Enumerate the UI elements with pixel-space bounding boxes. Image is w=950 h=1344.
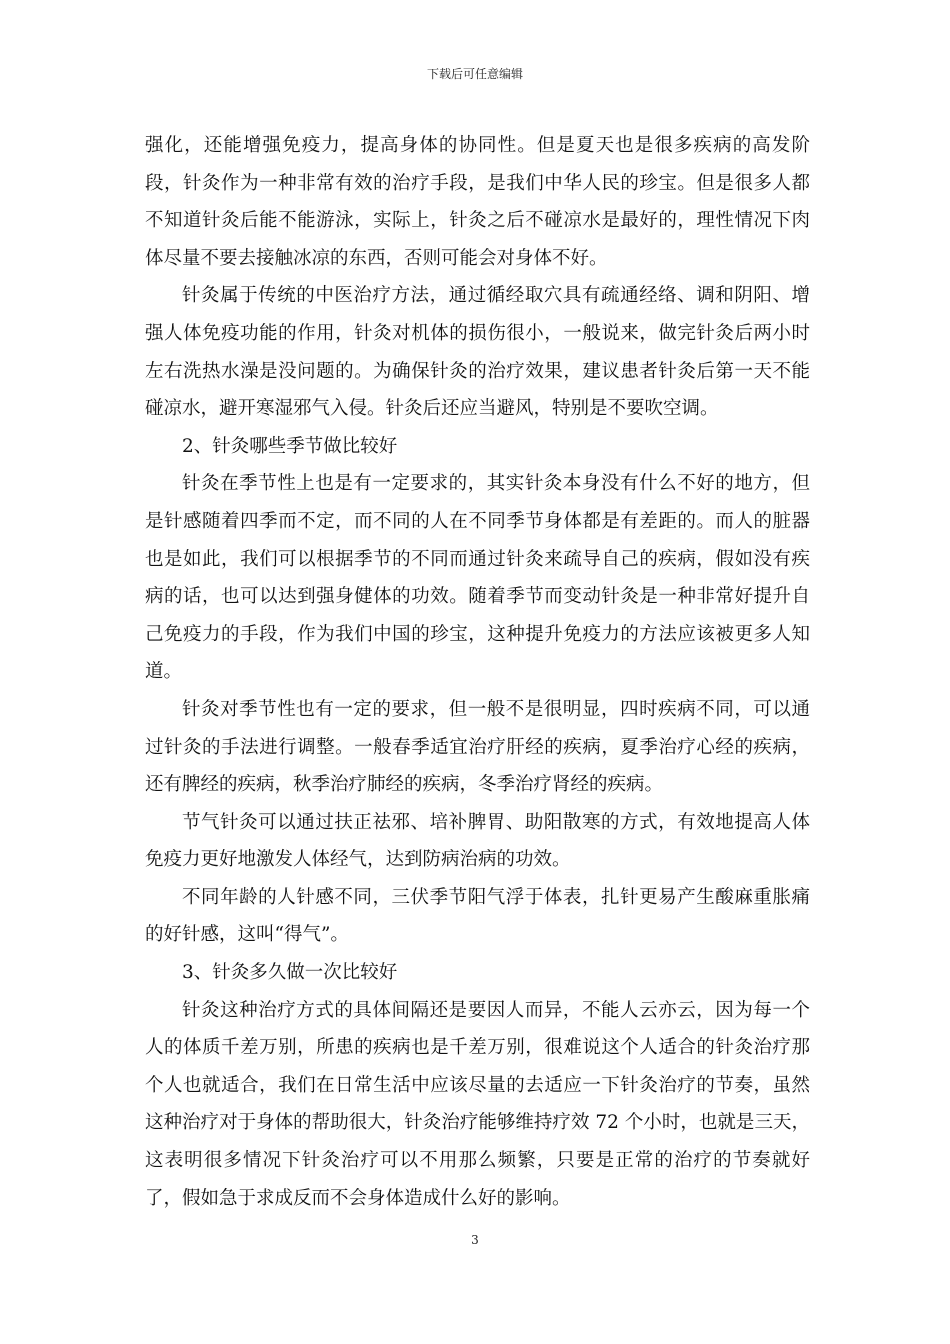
section-heading: 3、针灸多久做一次比较好	[182, 962, 398, 984]
page-number: 3	[471, 1233, 479, 1247]
paragraph: 针灸对季节性也有一定的要求，但一般不是很明显，四时疾病不同，可以通过针灸的手法进行调整。一般春季适宜治疗肝经的疾病，夏季治疗心经的疾病，还有脾经的疾病，秋季治疗肺经的疾病，冬季治疗肾经的疾病。	[145, 698, 810, 796]
paragraph-continued: 强化，还能增强免疫力，提高身体的协同性。但是夏天也是很多疾病的高发阶段，针灸作为一种非常有效的治疗手段，是我们中华人民的珍宝。但是很多人都不知道针灸后能不能游泳，实际上，针灸之后不碰凉水是最好的，理性情况下肉体尽量不要去接触冰凉的东西，否则可能会对身体不好。	[145, 135, 810, 269]
section-heading: 2、针灸哪些季节做比较好	[182, 435, 398, 457]
paragraph: 针灸属于传统的中医治疗方法，通过循经取穴具有疏通经络、调和阴阳、增强人体免疫功能的作用，针灸对机体的损伤很小，一般说来，做完针灸后两小时左右洗热水澡是没问题的。为确保针灸的治疗效果，建议患者针灸后第一天不能碰凉水，避开寒湿邪气入侵。针灸后还应当避风，特别是不要吹空调。	[145, 285, 810, 420]
page-header: 下载后可任意编辑	[426, 67, 523, 81]
paragraph: 针灸在季节性上也是有一定要求的，其实针灸本身没有什么不好的地方，但是针感随着四季而不定，而不同的人在不同季节身体都是有差距的。而人的脏器也是如此，我们可以根据季节的不同而通过针灸来疏导自己的疾病，假如没有疾病的话，也可以达到强身健体的功效。随着季节而变动针灸是一种非常好提升自己免疫力的手段，作为我们中国的珍宝，这种提升免疫力的方法应该被更多人知道。	[145, 473, 810, 683]
paragraph: 节气针灸可以通过扶正祛邪、培补脾胃、助阳散寒的方式，有效地提高人体免疫力更好地激发人体经气，达到防病治病的功效。	[145, 811, 810, 871]
paragraph: 不同年龄的人针感不同，三伏季节阳气浮于体表，扎针更易产生酸麻重胀痛的好针感，这叫“得气”。	[145, 886, 810, 946]
document-body	[145, 127, 810, 1217]
paragraph: 针灸这种治疗方式的具体间隔还是要因人而异，不能人云亦云，因为每一个人的体质千差万别，所患的疾病也是千差万别，很难说这个人适合的针灸治疗那个人也就适合，我们在日常生活中应该尽量的去适应一下针灸治疗的节奏，虽然这种治疗对于身体的帮助很大，针灸治疗能够维持疗效 72 个小时，也就是三天，这表明很多情况下针灸治疗可以不用那么频繁，只要是正常的治疗的节奏就好了，假如急于求成反而不会身体造成什么好的影响。	[145, 999, 810, 1209]
